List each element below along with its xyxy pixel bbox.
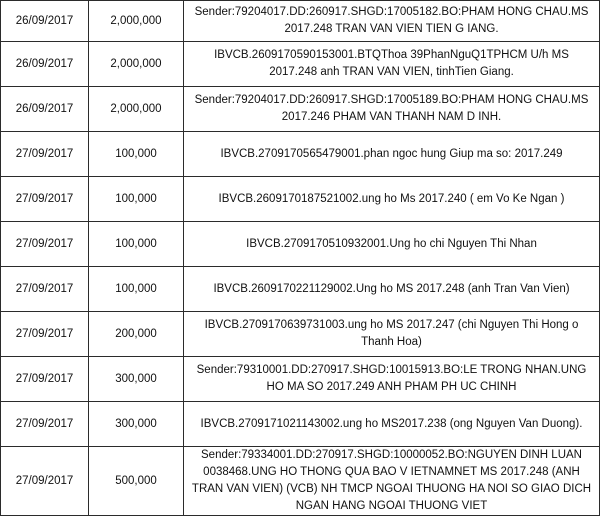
table-row [1, 87, 600, 132]
description-cell: Sender:79310001.DD:270917.SHGD:10015913.BO:LE TRONG NHAN.UNG HO MA SO 2017.249 ANH PHAM PH UC CHINH [184, 357, 600, 402]
date-cell: 27/09/2017 [1, 402, 89, 447]
table-row [1, 267, 600, 312]
amount-cell: 2,000,000 [89, 42, 184, 87]
description-cell: Sender:79334001.DD:270917.SHGD:10000052.BO:NGUYEN DINH LUAN 0038468.UNG HO THONG QUA BAO V IETNAMNET MS 2017.248 (ANH TRAN VAN VIEN) (VCB) NH TMCP NGOAI THUONG HA NOI SO GIAO DICH NGAN HANG NGOAI THUONG VIET [184, 447, 600, 516]
table-row [1, 42, 600, 87]
description-cell: Sender:79204017.DD:260917.SHGD:17005189.BO:PHAM HONG CHAU.MS 2017.246 PHAM VAN THANH NAM D INH. [184, 87, 600, 132]
amount-cell: 2,000,000 [89, 87, 184, 132]
date-cell: 27/09/2017 [1, 222, 89, 267]
table-row [1, 402, 600, 447]
description-cell: Sender:79204017.DD:260917.SHGD:17005182.BO:PHAM HONG CHAU.MS 2017.248 TRAN VAN VIEN TIEN G IANG. [184, 1, 600, 42]
date-cell: 26/09/2017 [1, 42, 89, 87]
description-cell: IBVCB.2709171021143002.ung ho MS2017.238 (ong Nguyen Van Duong). [184, 402, 600, 447]
description-cell: IBVCB.2609170221129002.Ung ho MS 2017.248 (anh Tran Van Vien) [184, 267, 600, 312]
date-cell: 27/09/2017 [1, 177, 89, 222]
date-cell: 27/09/2017 [1, 267, 89, 312]
table-row [1, 222, 600, 267]
amount-cell: 300,000 [89, 402, 184, 447]
date-cell: 26/09/2017 [1, 87, 89, 132]
description-cell: IBVCB.2609170187521002.ung ho Ms 2017.240 ( em Vo Ke Ngan ) [184, 177, 600, 222]
table-row [1, 447, 600, 516]
table-row [1, 177, 600, 222]
amount-cell: 100,000 [89, 132, 184, 177]
amount-cell: 100,000 [89, 267, 184, 312]
description-cell: IBVCB.2709170639731003.ung ho MS 2017.247 (chi Nguyen Thi Hong o Thanh Hoa) [184, 312, 600, 357]
date-cell: 27/09/2017 [1, 132, 89, 177]
date-cell: 27/09/2017 [1, 447, 89, 516]
date-cell: 27/09/2017 [1, 312, 89, 357]
date-cell: 26/09/2017 [1, 1, 89, 42]
description-cell: IBVCB.2709170510932001.Ung ho chi Nguyen Thi Nhan [184, 222, 600, 267]
table-row [1, 312, 600, 357]
description-cell: IBVCB.2609170590153001.BTQThoa 39PhanNguQ1TPHCM U/h MS 2017.248 anh TRAN VAN VIEN, tinhTien Giang. [184, 42, 600, 87]
amount-cell: 100,000 [89, 177, 184, 222]
table-row [1, 1, 600, 42]
amount-cell: 500,000 [89, 447, 184, 516]
date-cell: 27/09/2017 [1, 357, 89, 402]
amount-cell: 100,000 [89, 222, 184, 267]
description-cell: IBVCB.2709170565479001.phan ngoc hung Giup ma so: 2017.249 [184, 132, 600, 177]
amount-cell: 300,000 [89, 357, 184, 402]
amount-cell: 200,000 [89, 312, 184, 357]
table-row [1, 132, 600, 177]
amount-cell: 2,000,000 [89, 1, 184, 42]
table-row [1, 357, 600, 402]
